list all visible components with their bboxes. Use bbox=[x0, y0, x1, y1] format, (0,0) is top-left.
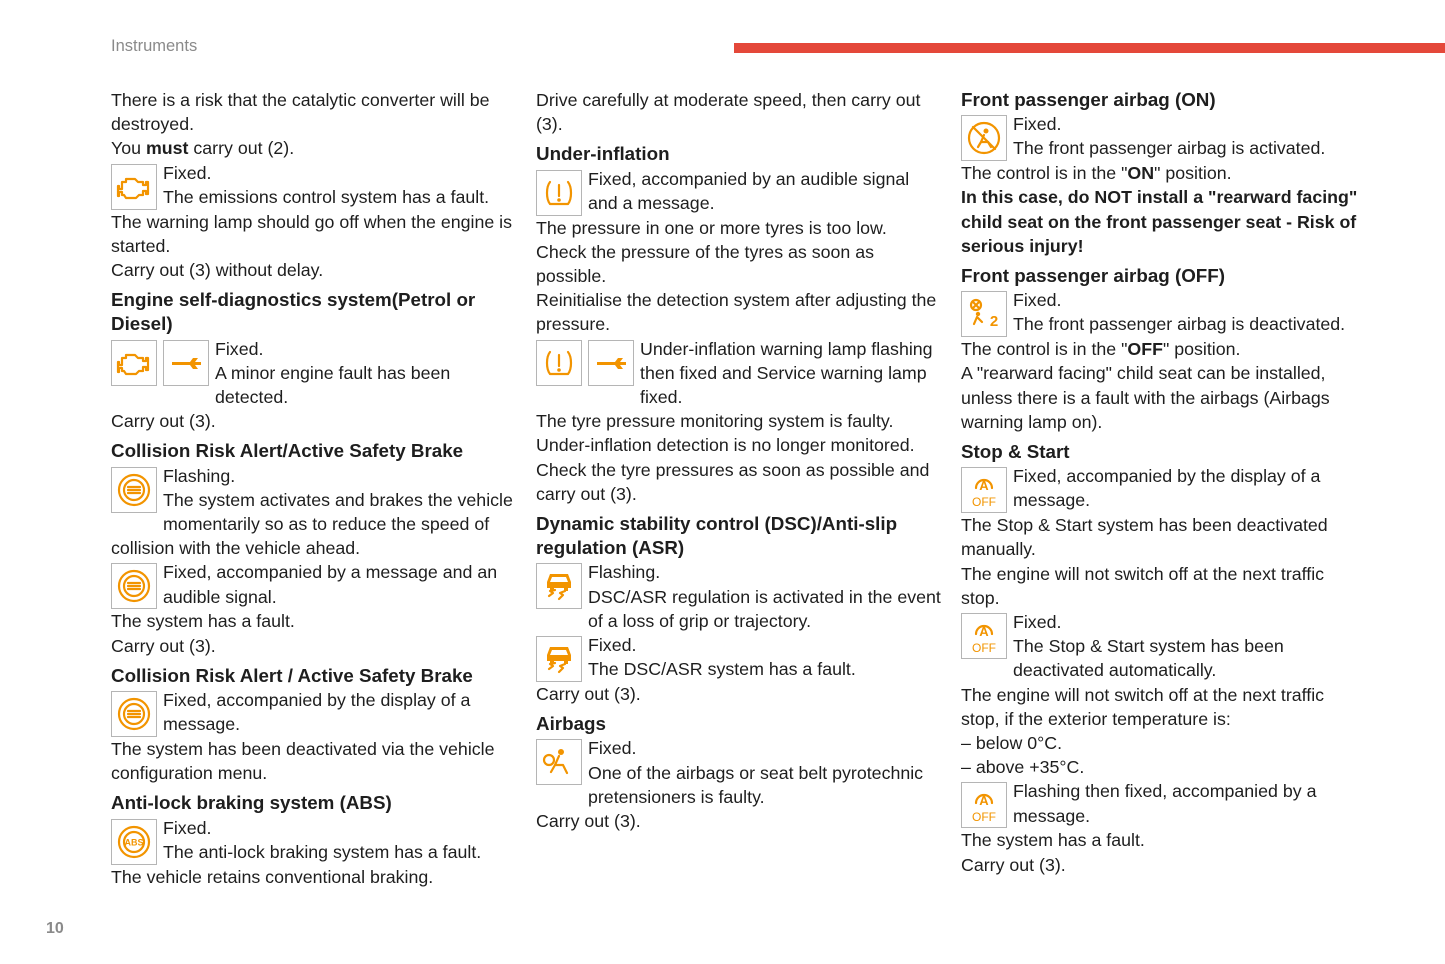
self-diag-after: Carry out (3). bbox=[111, 411, 216, 432]
stop-start-a-after-1: The Stop & Start system has been deactivated manually. bbox=[961, 515, 1328, 560]
self-diag-desc: A minor engine fault has been detected. bbox=[215, 362, 451, 408]
under-b-after-2: Under-inflation detection is no longer monitored. bbox=[536, 435, 915, 456]
stop-start-heading: Stop & Start bbox=[961, 441, 1070, 463]
drive-carefully-text: Drive carefully at moderate speed, then carry out (3). bbox=[536, 90, 921, 135]
must-text: You must carry out (2). bbox=[111, 138, 295, 159]
stop-start-b-desc: The Stop & Start system has been deactivated automatically. bbox=[1013, 636, 1284, 681]
abs-heading: Anti-lock braking system (ABS) bbox=[111, 792, 392, 814]
tyre-pressure-icon bbox=[536, 340, 582, 386]
stop-start-b-after: The engine will not switch off at the next traffic stop, if the exterior temperature is: bbox=[961, 684, 1325, 729]
wrench-service-icon bbox=[588, 340, 634, 386]
collision-1-desc: The system activates and brakes the vehicle momentarily so as to reduce the speed of collision with the vehicle ahead. bbox=[111, 489, 513, 559]
engine-warning-icon bbox=[111, 340, 157, 386]
abs-desc: The anti-lock braking system has a fault. bbox=[163, 841, 482, 862]
under-after-1: The pressure in one or more tyres is too low. bbox=[536, 217, 887, 238]
wrench-service-icon bbox=[163, 340, 209, 386]
abs-icon bbox=[111, 819, 157, 865]
temp-bullet: – above +35°C. bbox=[961, 757, 1085, 778]
passenger-airbag-on-icon bbox=[961, 115, 1007, 161]
under-inflation-heading: Under-inflation bbox=[536, 143, 670, 165]
airbag-on-desc: The front passenger airbag is activated. bbox=[1013, 138, 1326, 159]
svg-text:A: A bbox=[979, 478, 989, 494]
dsc-after: Carry out (3). bbox=[536, 684, 641, 705]
airbags-desc: One of the airbags or seat belt pyrotechnic pretensioners is faulty. bbox=[588, 762, 924, 807]
self-diag-heading: Engine self-diagnostics system(Petrol or Diesel) bbox=[111, 289, 476, 335]
airbags-status: Fixed. bbox=[588, 738, 637, 759]
collision-alert-icon bbox=[111, 691, 157, 737]
stop-start-c-after-1: The system has a fault. bbox=[961, 830, 1145, 851]
running-header: Instruments bbox=[111, 37, 198, 55]
abs-after: The vehicle retains conventional braking. bbox=[111, 866, 434, 887]
dsc-heading: Dynamic stability control (DSC)/Anti-slip regulation (ASR) bbox=[536, 513, 898, 559]
collision-1b-desc: Fixed, accompanied by a message and an audible signal. bbox=[163, 562, 498, 607]
passenger-airbag-off-icon bbox=[961, 291, 1007, 337]
airbag-fault-icon bbox=[536, 739, 582, 785]
svg-text:OFF: OFF bbox=[972, 495, 996, 510]
stop-start-off-icon bbox=[961, 467, 1007, 513]
dsc-skid-icon bbox=[536, 563, 582, 609]
svg-text:A: A bbox=[979, 624, 989, 640]
intro-text: There is a risk that the catalytic converter will be destroyed. bbox=[111, 90, 490, 135]
dsc-b-status: Fixed. bbox=[588, 635, 637, 656]
under-inflation-desc: Fixed, accompanied by an audible signal and a message. bbox=[588, 168, 910, 213]
airbag-on-status: Fixed. bbox=[1013, 114, 1062, 135]
column-middle bbox=[536, 88, 941, 833]
stop-start-off-icon bbox=[961, 782, 1007, 828]
stop-start-b-status: Fixed. bbox=[1013, 612, 1062, 633]
svg-text:2: 2 bbox=[989, 313, 999, 331]
airbag-off-status: Fixed. bbox=[1013, 290, 1062, 311]
collision-heading-1: Collision Risk Alert/Active Safety Brake bbox=[111, 440, 464, 462]
stop-start-off-icon bbox=[961, 613, 1007, 659]
under-b-after-3: Check the tyre pressures as soon as possible and carry out (3). bbox=[536, 459, 930, 504]
stop-start-a-desc: Fixed, accompanied by the display of a message. bbox=[1013, 466, 1321, 511]
under-after-3: Reinitialise the detection system after adjusting the pressure. bbox=[536, 290, 937, 335]
emission-after-2: Carry out (3) without delay. bbox=[111, 260, 324, 281]
engine-warning-icon bbox=[111, 164, 157, 210]
airbags-heading: Airbags bbox=[536, 713, 606, 735]
svg-text:A: A bbox=[979, 793, 989, 809]
dsc-a-desc: DSC/ASR regulation is activated in the event of a loss of grip or trajectory. bbox=[588, 586, 941, 631]
under-after-2: Check the pressure of the tyres as soon as possible. bbox=[536, 241, 875, 287]
svg-text:OFF: OFF bbox=[972, 641, 996, 656]
temp-bullet: – below 0°C. bbox=[961, 733, 1063, 754]
airbag-on-heading: Front passenger airbag (ON) bbox=[961, 89, 1216, 110]
airbag-on-warning: In this case, do NOT install a "rearward facing" child seat on the front passenger seat - Risk of serious injury! bbox=[961, 187, 1358, 256]
emission-desc: The emissions control system has a fault. bbox=[163, 186, 490, 207]
collision-2-after: The system has been deactivated via the vehicle configuration menu. bbox=[111, 739, 495, 784]
collision-1b-after-1: The system has a fault. bbox=[111, 611, 295, 632]
dsc-skid-icon bbox=[536, 636, 582, 682]
abs-status: Fixed. bbox=[163, 817, 212, 838]
column-left bbox=[111, 88, 516, 889]
airbag-off-heading: Front passenger airbag (OFF) bbox=[961, 265, 1226, 287]
under-b-desc: Under-inflation warning lamp flashing then fixed and Service warning lamp fixed. bbox=[640, 338, 933, 408]
dsc-a-status: Flashing. bbox=[588, 562, 661, 583]
self-diag-status: Fixed. bbox=[215, 338, 264, 359]
tyre-pressure-icon bbox=[536, 170, 582, 216]
airbag-on-control: The control is in the "ON" position. bbox=[961, 163, 1232, 184]
airbags-after: Carry out (3). bbox=[536, 811, 641, 832]
svg-text:ABS: ABS bbox=[124, 837, 144, 848]
under-b-after-1: The tyre pressure monitoring system is faulty. bbox=[536, 411, 894, 432]
stop-start-c-after-2: Carry out (3). bbox=[961, 854, 1066, 875]
collision-heading-2: Collision Risk Alert / Active Safety Brake bbox=[111, 664, 473, 686]
column-right bbox=[961, 88, 1366, 877]
emission-status: Fixed. bbox=[163, 162, 212, 183]
collision-1b-after-2: Carry out (3). bbox=[111, 635, 216, 656]
stop-start-c-desc: Flashing then fixed, accompanied by a message. bbox=[1013, 781, 1317, 826]
dsc-b-desc: The DSC/ASR system has a fault. bbox=[588, 659, 856, 680]
collision-alert-icon bbox=[111, 467, 157, 513]
collision-2-desc: Fixed, accompanied by the display of a message. bbox=[163, 690, 471, 735]
airbag-off-after: A "rearward facing" child seat can be installed, unless there is a fault with the airbags (Airbags warning lamp on). bbox=[961, 363, 1330, 432]
collision-1-status: Flashing. bbox=[163, 465, 236, 486]
stop-start-a-after-2: The engine will not switch off at the next traffic stop. bbox=[961, 563, 1325, 608]
airbag-off-control: The control is in the "OFF" position. bbox=[961, 339, 1241, 360]
svg-text:OFF: OFF bbox=[972, 810, 996, 825]
collision-alert-icon bbox=[111, 563, 157, 609]
page-number: 10 bbox=[46, 920, 64, 937]
emission-after-1: The warning lamp should go off when the engine is started. bbox=[111, 211, 512, 256]
airbag-off-desc: The front passenger airbag is deactivated. bbox=[1013, 314, 1346, 335]
header-accent-bar bbox=[734, 43, 1445, 53]
